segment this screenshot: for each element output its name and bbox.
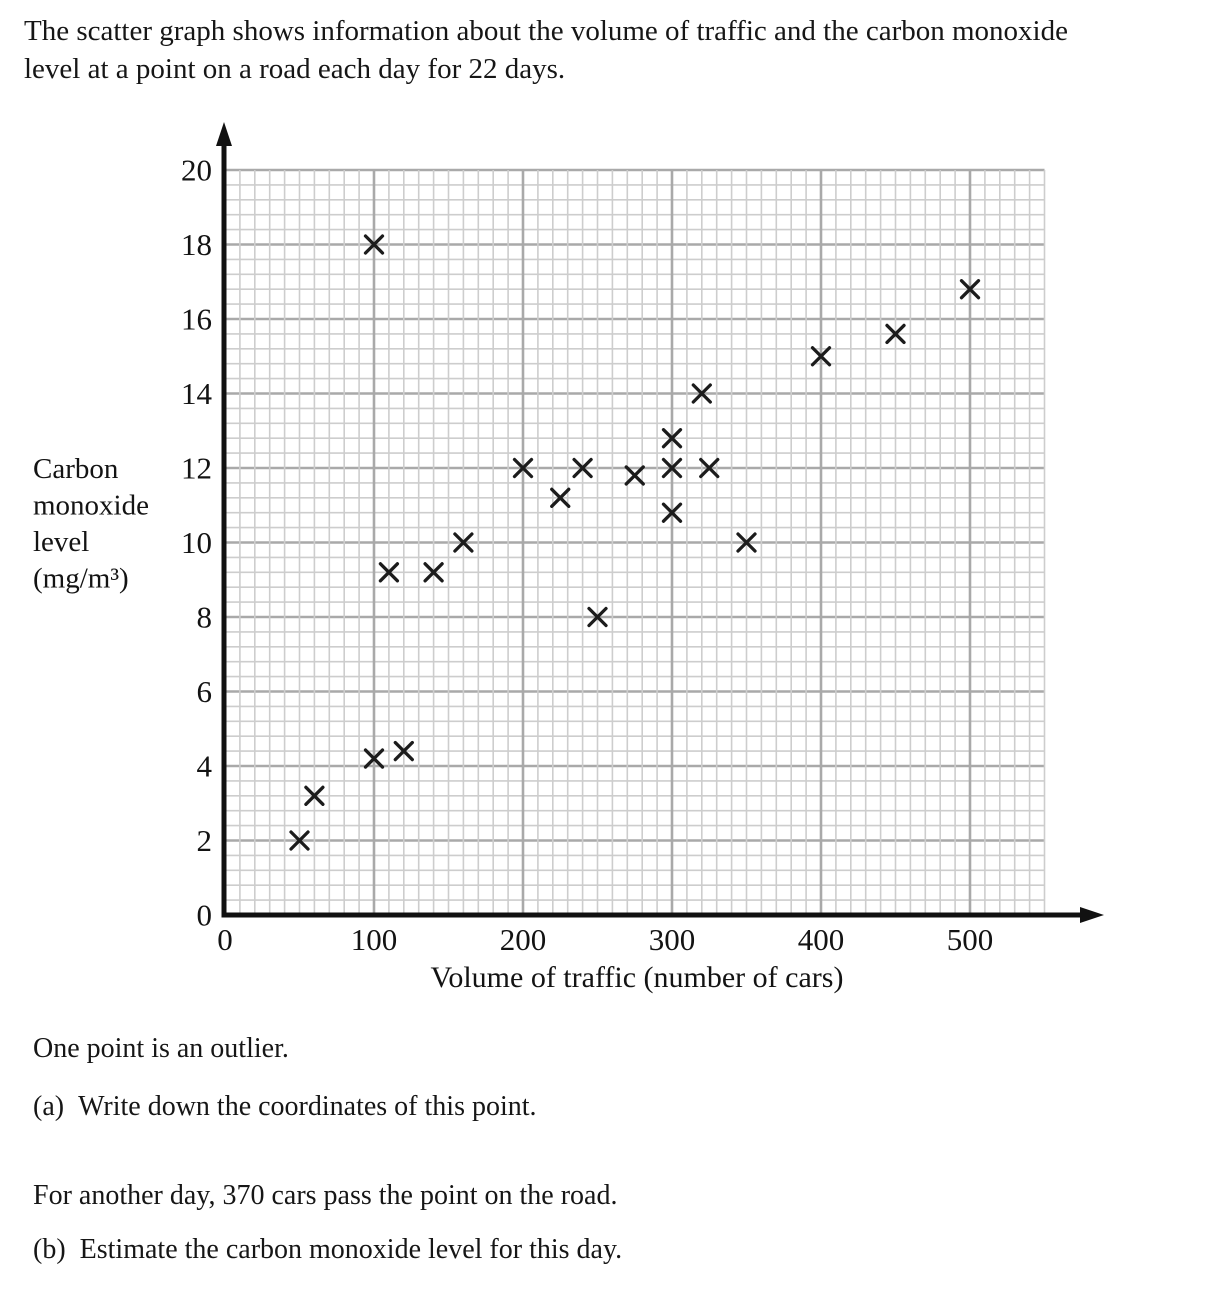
question-context: For another day, 370 cars pass the point on the road. (33, 1180, 618, 1211)
x-tick-label: 500 (946, 922, 994, 957)
question-a-label: (a) (33, 1091, 65, 1122)
question-intro (24, 12, 1068, 88)
question-b-label: (b) (33, 1234, 66, 1265)
y-tick-label: 14 (181, 376, 212, 411)
y-axis-arrow-icon (216, 122, 232, 146)
y-axis-title: (mg/m³) (33, 562, 129, 595)
y-tick-label: 12 (181, 450, 212, 486)
x-tick-label: 100 (350, 922, 398, 957)
y-tick-label: 8 (196, 599, 212, 635)
x-axis-title: Volume of traffic (number of cars) (430, 961, 844, 994)
intro-line-1: The scatter graph shows information about the volume of traffic and the carbon monoxide (24, 15, 1068, 47)
x-tick-label: 200 (499, 922, 547, 957)
y-axis-title: level (33, 526, 90, 558)
x-tick-label: 300 (648, 922, 696, 957)
intro-line-2: level at a point on a road each day for 22 days. (24, 53, 566, 85)
y-tick-label: 18 (181, 227, 212, 262)
x-tick-label: 400 (797, 922, 845, 957)
y-tick-label: 16 (181, 301, 212, 337)
question-b-text: Estimate the carbon monoxide level for this day. (79, 1234, 623, 1265)
data-point-marker (626, 467, 643, 484)
y-axis-title: monoxide (33, 489, 149, 522)
scatter-plot (0, 118, 1215, 1023)
y-tick-label: 0 (196, 897, 212, 933)
outlier-note: One point is an outlier. (33, 1033, 289, 1064)
x-tick-label: 0 (217, 922, 233, 957)
question-b (33, 1234, 622, 1266)
y-tick-label: 6 (196, 674, 212, 709)
y-tick-label: 2 (196, 823, 212, 858)
y-axis-title: Carbon (33, 453, 119, 485)
y-tick-label: 10 (181, 525, 212, 560)
y-tick-label: 20 (181, 152, 212, 188)
x-axis-arrow-icon (1080, 907, 1104, 923)
y-tick-label: 4 (196, 748, 212, 784)
question-a (33, 1091, 537, 1123)
question-a-text: Write down the coordinates of this point. (78, 1091, 537, 1122)
